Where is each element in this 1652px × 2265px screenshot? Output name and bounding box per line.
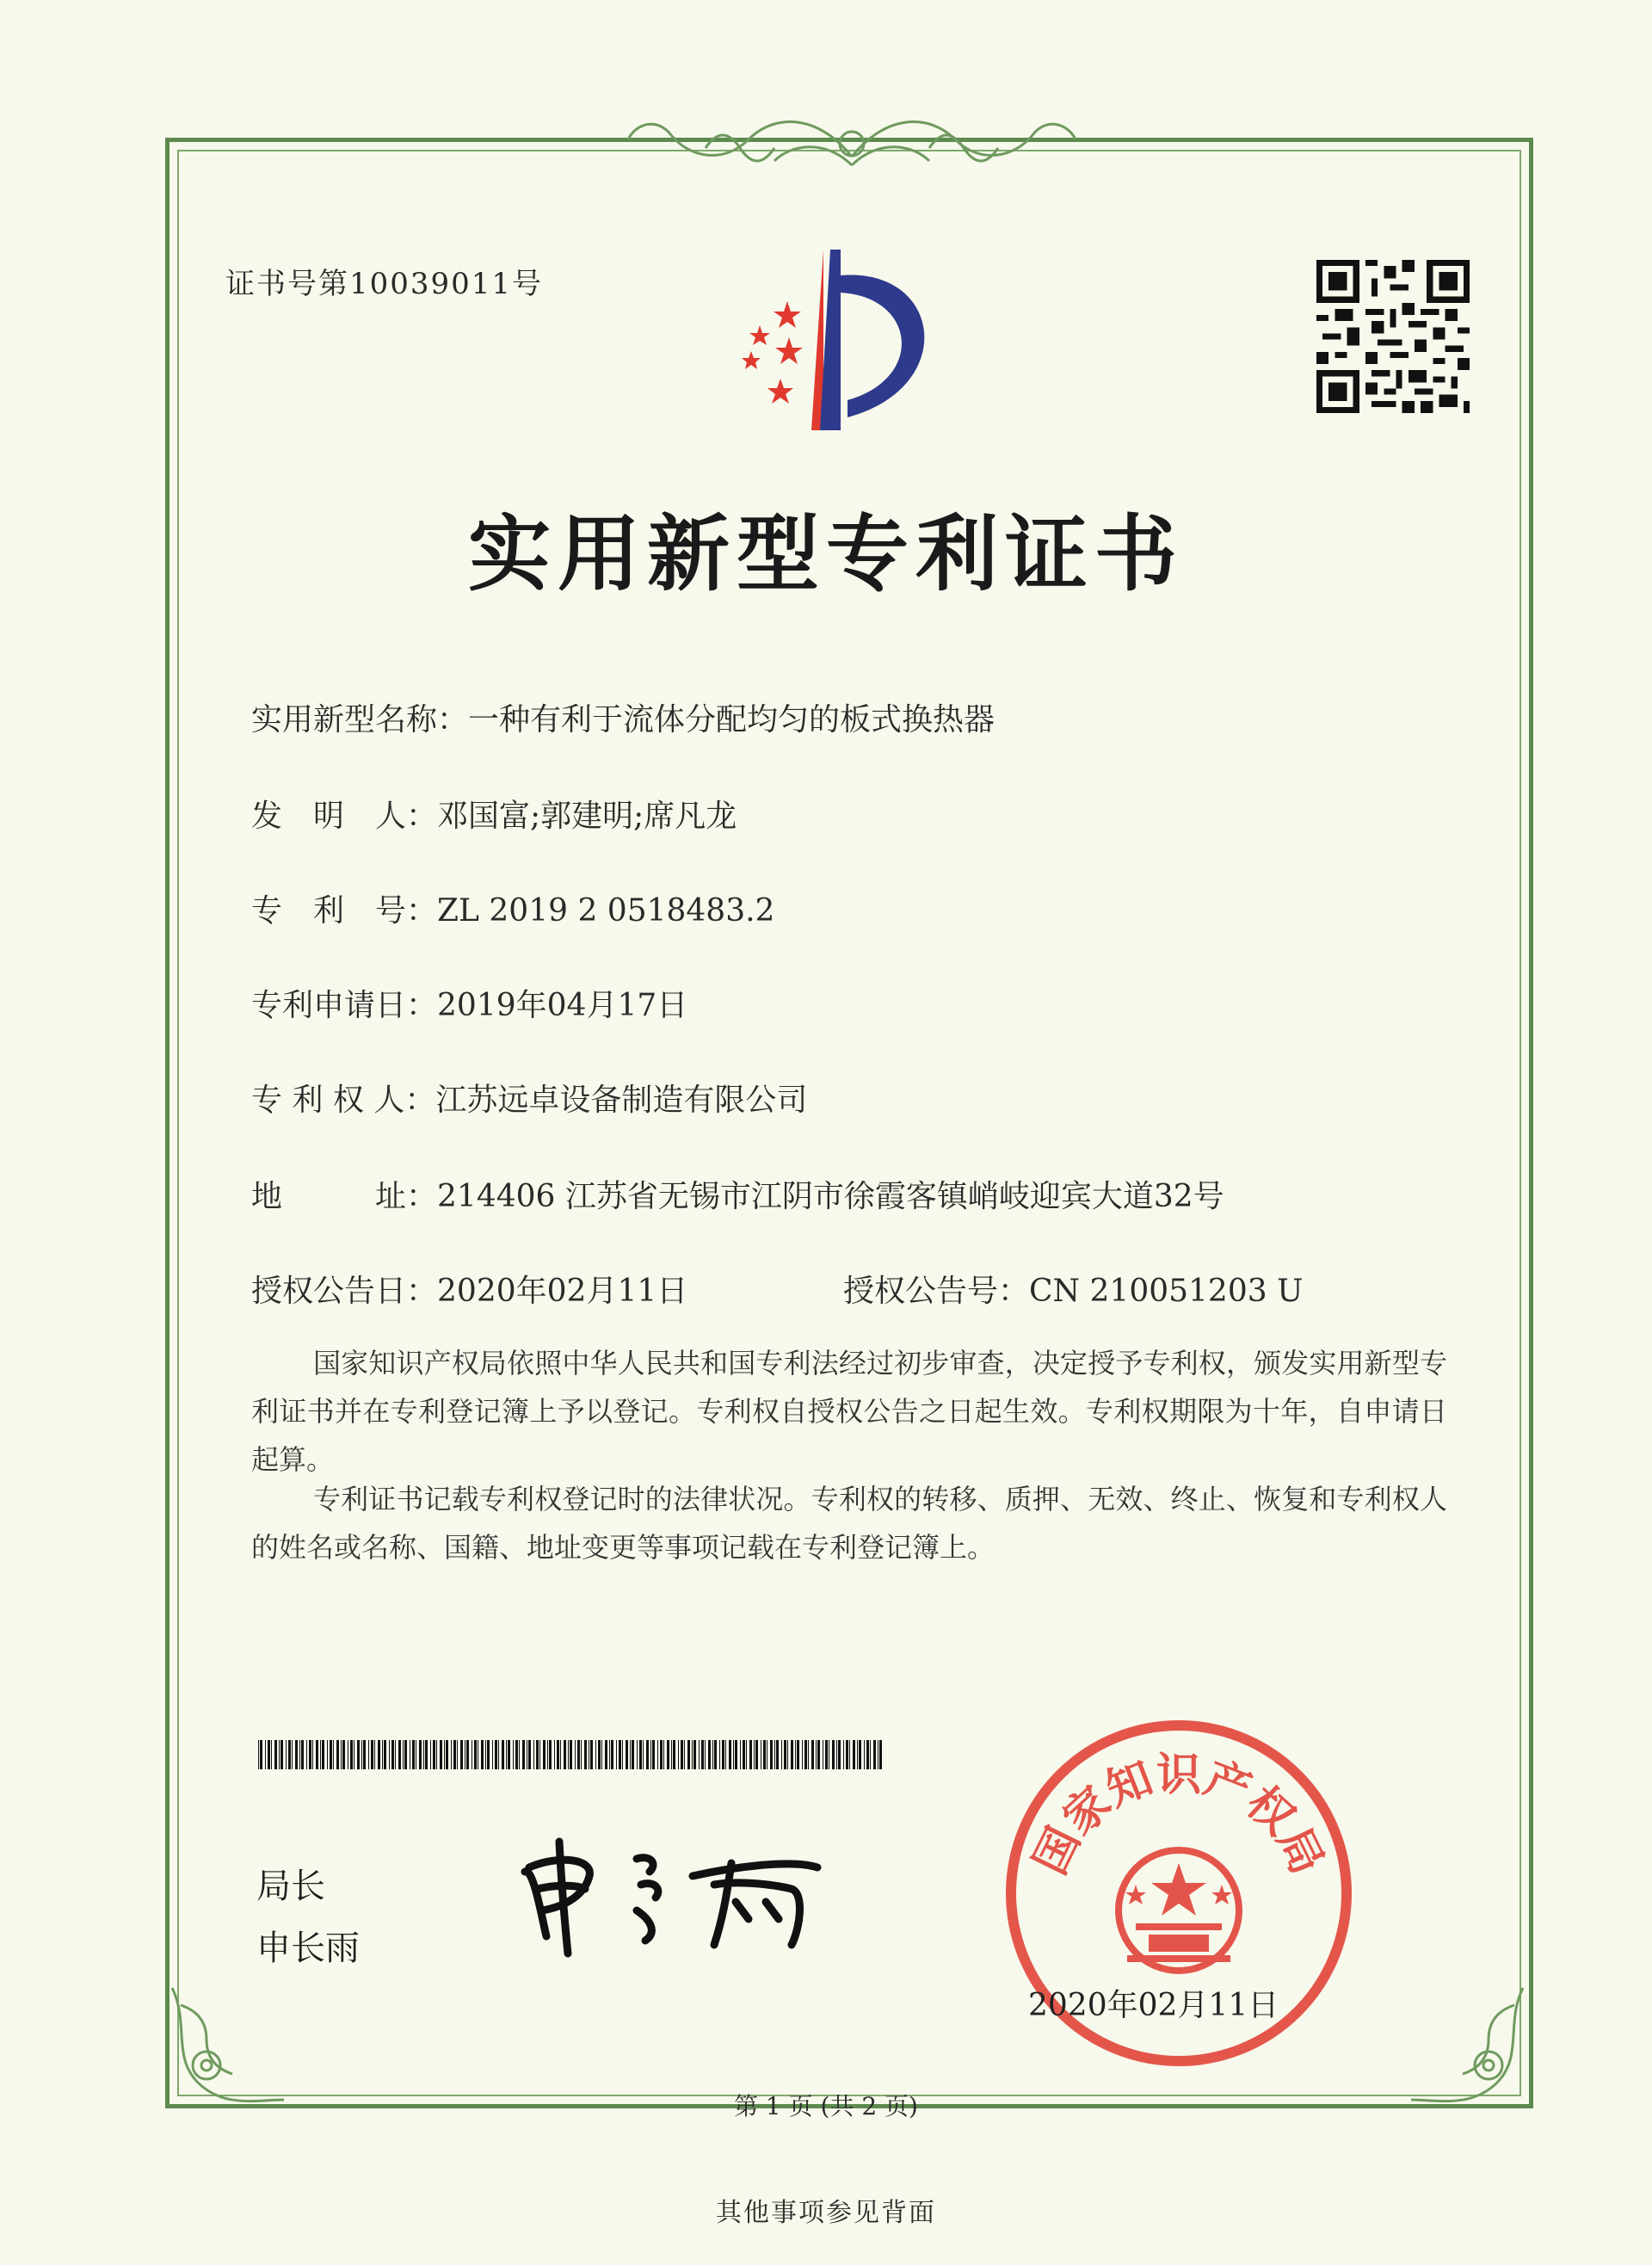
grant-date-row — [251, 1267, 687, 1311]
grant-number-row — [843, 1267, 1303, 1311]
patent-number-row — [251, 886, 774, 930]
grant-date-value: 2020年02月11日 — [437, 1274, 688, 1309]
grant-number-value: CN 210051203 U — [1029, 1274, 1304, 1309]
patentee-row — [251, 1076, 807, 1120]
patentee-value: 江苏远卓设备制造有限公司 — [435, 1083, 808, 1118]
director-title: 局长 — [256, 1867, 325, 1906]
inventor-row — [251, 792, 737, 836]
address-label: 地 址： — [251, 1179, 438, 1214]
qr-code — [1316, 260, 1470, 413]
certificate-title: 实用新型专利证书 — [468, 505, 1184, 602]
top-ornament — [620, 96, 1084, 182]
seal-text: 国家知识产权局 — [1024, 1750, 1334, 1883]
director-block — [256, 1855, 360, 1979]
patent-number-label: 专 利 号： — [251, 893, 438, 929]
body-paragraph-1: 国家知识产权局依照中华人民共和国专利法经过初步审查，决定授予专利权，颁发实用新型专利证书并在专利登记簿上予以登记。专利权自授权公告之日起生效。专利权期限为十年，自申请日起算。 — [251, 1347, 1447, 1476]
utility-model-name-label: 实用新型名称： — [251, 702, 469, 738]
patent-office-logo — [727, 250, 977, 435]
body-paragraph-2: 专利证书记载专利权登记时的法律状况。专利权的转移、质押、无效、终止、恢复和专利权人的姓名或名称、国籍、地址变更等事项记载在专利登记簿上。 — [251, 1483, 1447, 1564]
director-signature — [508, 1824, 852, 1962]
certificate-number: 证书号第10039011号 — [225, 267, 544, 301]
grant-number-label: 授权公告号： — [843, 1274, 1030, 1309]
patent-number-value: ZL 2019 2 0518483.2 — [437, 893, 775, 929]
footer-note: 其他事项参见背面 — [716, 2198, 936, 2228]
filing-date-label: 专利申请日： — [251, 988, 438, 1023]
page-number: 第 1 页 (共 2 页) — [734, 2092, 918, 2120]
seal-date: 2020年02月11日 — [1028, 1988, 1279, 2023]
barcode — [258, 1740, 885, 1769]
patentee-label: 专 利 权 人： — [251, 1083, 436, 1118]
address-row — [251, 1172, 1224, 1216]
utility-model-name-row — [251, 695, 995, 739]
address-value: 214406 江苏省无锡市江阴市徐霞客镇峭岐迎宾大道32号 — [437, 1179, 1224, 1214]
inventor-value: 邓国富;郭建明;席凡龙 — [437, 799, 737, 834]
filing-date-row — [251, 981, 687, 1025]
utility-model-name-value: 一种有利于流体分配均匀的板式换热器 — [468, 702, 996, 738]
filing-date-value: 2019年04月17日 — [437, 988, 688, 1023]
director-name: 申长雨 — [256, 1929, 360, 1968]
inventor-label: 发 明 人： — [251, 799, 438, 834]
grant-date-label: 授权公告日： — [251, 1274, 438, 1309]
